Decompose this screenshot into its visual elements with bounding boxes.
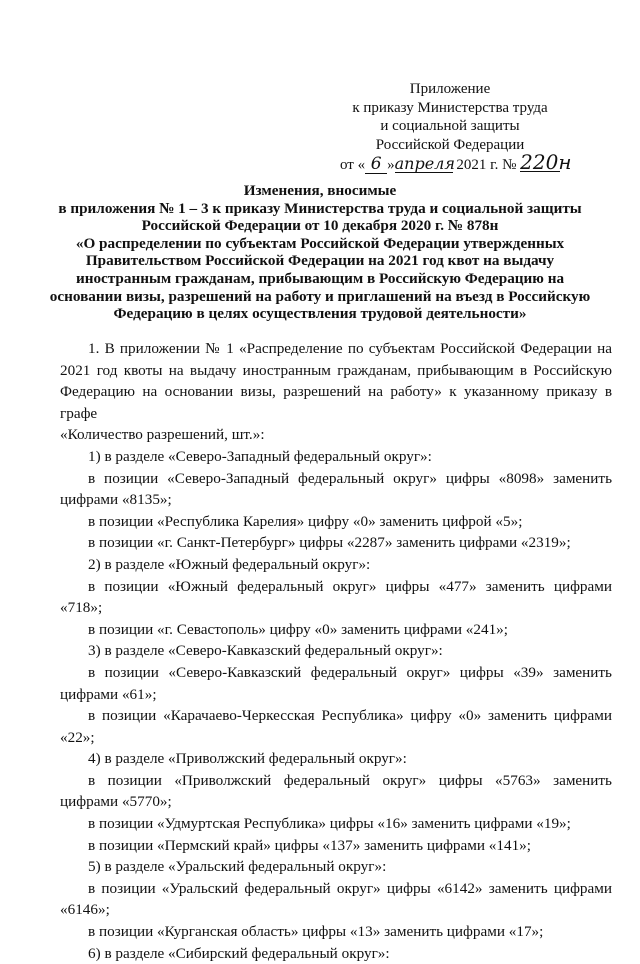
body-line: в позиции «Курганская область» цифры «13» заменить цифрами «17»; — [88, 923, 544, 941]
approval-header — [340, 80, 572, 175]
handwritten-order-number: 220н — [520, 150, 572, 174]
title-line: Изменения, вносимые — [243, 182, 397, 199]
body-line: «22»; — [60, 728, 95, 746]
body-line: «Количество разрешений, шт.»: — [60, 426, 265, 444]
title-line: «О распределении по субъектам Российской Федерации утвержденных — [75, 234, 565, 252]
header-line-country: Российской Федерации — [375, 136, 525, 153]
header-line-appendix: Приложение — [409, 81, 491, 97]
body-line: цифрами «5770»; — [60, 793, 172, 811]
body-line: в позиции «Приволжский федеральный округ» цифры «5763» заменить — [88, 771, 612, 789]
handwritten-month: апреля — [394, 154, 455, 173]
body-line: 2) в разделе «Южный федеральный округ»: — [88, 555, 371, 573]
body-line: в позиции «Северо-Кавказский федеральный округ» цифры «39» заменить — [88, 663, 612, 681]
body-line: в позиции «Удмуртская Республика» цифры «16» заменить цифрами «19»; — [88, 815, 571, 833]
body-line: 4) в разделе «Приволжский федеральный округ»: — [88, 750, 407, 768]
title-line: Правительством Российской Федерации на 2021 год квот на выдачу — [85, 252, 555, 270]
title-line: Федерацию в целях осуществления трудовой деятельности» — [113, 305, 527, 323]
body-line: «6146»; — [60, 901, 110, 919]
title-line: Российской Федерации от 10 декабря 2020 г. № 878н — [141, 217, 499, 235]
header-date-line — [340, 150, 572, 175]
body-line: в позиции «г. Севастополь» цифру «0» заменить цифрами «241»; — [88, 620, 508, 638]
body-line: в позиции «Уральский федеральный округ» цифры «6142» заменить цифрами — [88, 879, 612, 897]
body-line: в позиции «Пермский край» цифры «137» заменить цифрами «141»; — [88, 836, 531, 854]
body-line: Федерацию на основании визы, разрешений на работу» к указанному приказу в графе — [60, 383, 612, 422]
body-line: 3) в разделе «Северо-Кавказский федеральный округ»: — [88, 642, 443, 660]
document-body — [60, 338, 612, 964]
body-line: в позиции «Карачаево-Черкесская Республика» цифру «0» заменить цифрами — [88, 707, 612, 725]
title-line: в приложения № 1 – 3 к приказу Министерства труда и социальной защиты — [58, 199, 582, 217]
body-line: «718»; — [60, 599, 103, 617]
body-line: в позиции «г. Санкт-Петербург» цифры «2287» заменить цифрами «2319»; — [88, 534, 571, 552]
body-line: в позиции «Северо-Западный федеральный округ» цифры «8098» заменить — [88, 469, 612, 487]
body-line: 6) в разделе «Сибирский федеральный округ»: — [88, 944, 390, 962]
body-line: в позиции «Южный федеральный округ» цифры «477» заменить цифрами — [88, 577, 612, 595]
date-prefix: от « — [340, 157, 366, 173]
header-line-order: к приказу Министерства труда — [352, 99, 548, 116]
title-line: основании визы, разрешений на работу и приглашений на въезд в Российскую — [49, 287, 591, 305]
date-mid: » — [387, 157, 395, 173]
body-line: 5) в разделе «Уральский федеральный округ»: — [88, 858, 387, 876]
body-line: цифрами «8135»; — [60, 491, 172, 509]
header-line-ministry: и социальной защиты — [380, 118, 520, 134]
document-title — [28, 182, 612, 323]
title-line: иностранным гражданам, прибывающим в Российскую Федерацию на — [75, 269, 565, 287]
body-line: цифрами «61»; — [60, 685, 157, 703]
date-year: 2021 г. № — [456, 157, 517, 173]
body-line: 2021 год квоты на выдачу иностранным гражданам, прибывающим в Российскую — [60, 361, 612, 379]
body-line: 1) в разделе «Северо-Западный федеральный округ»: — [88, 447, 432, 465]
handwritten-day: 6 — [365, 156, 387, 174]
body-line: 1. В приложении № 1 «Распределение по субъектам Российской Федерации на — [88, 340, 612, 357]
body-line: в позиции «Республика Карелия» цифру «0» заменить цифрой «5»; — [88, 512, 523, 530]
